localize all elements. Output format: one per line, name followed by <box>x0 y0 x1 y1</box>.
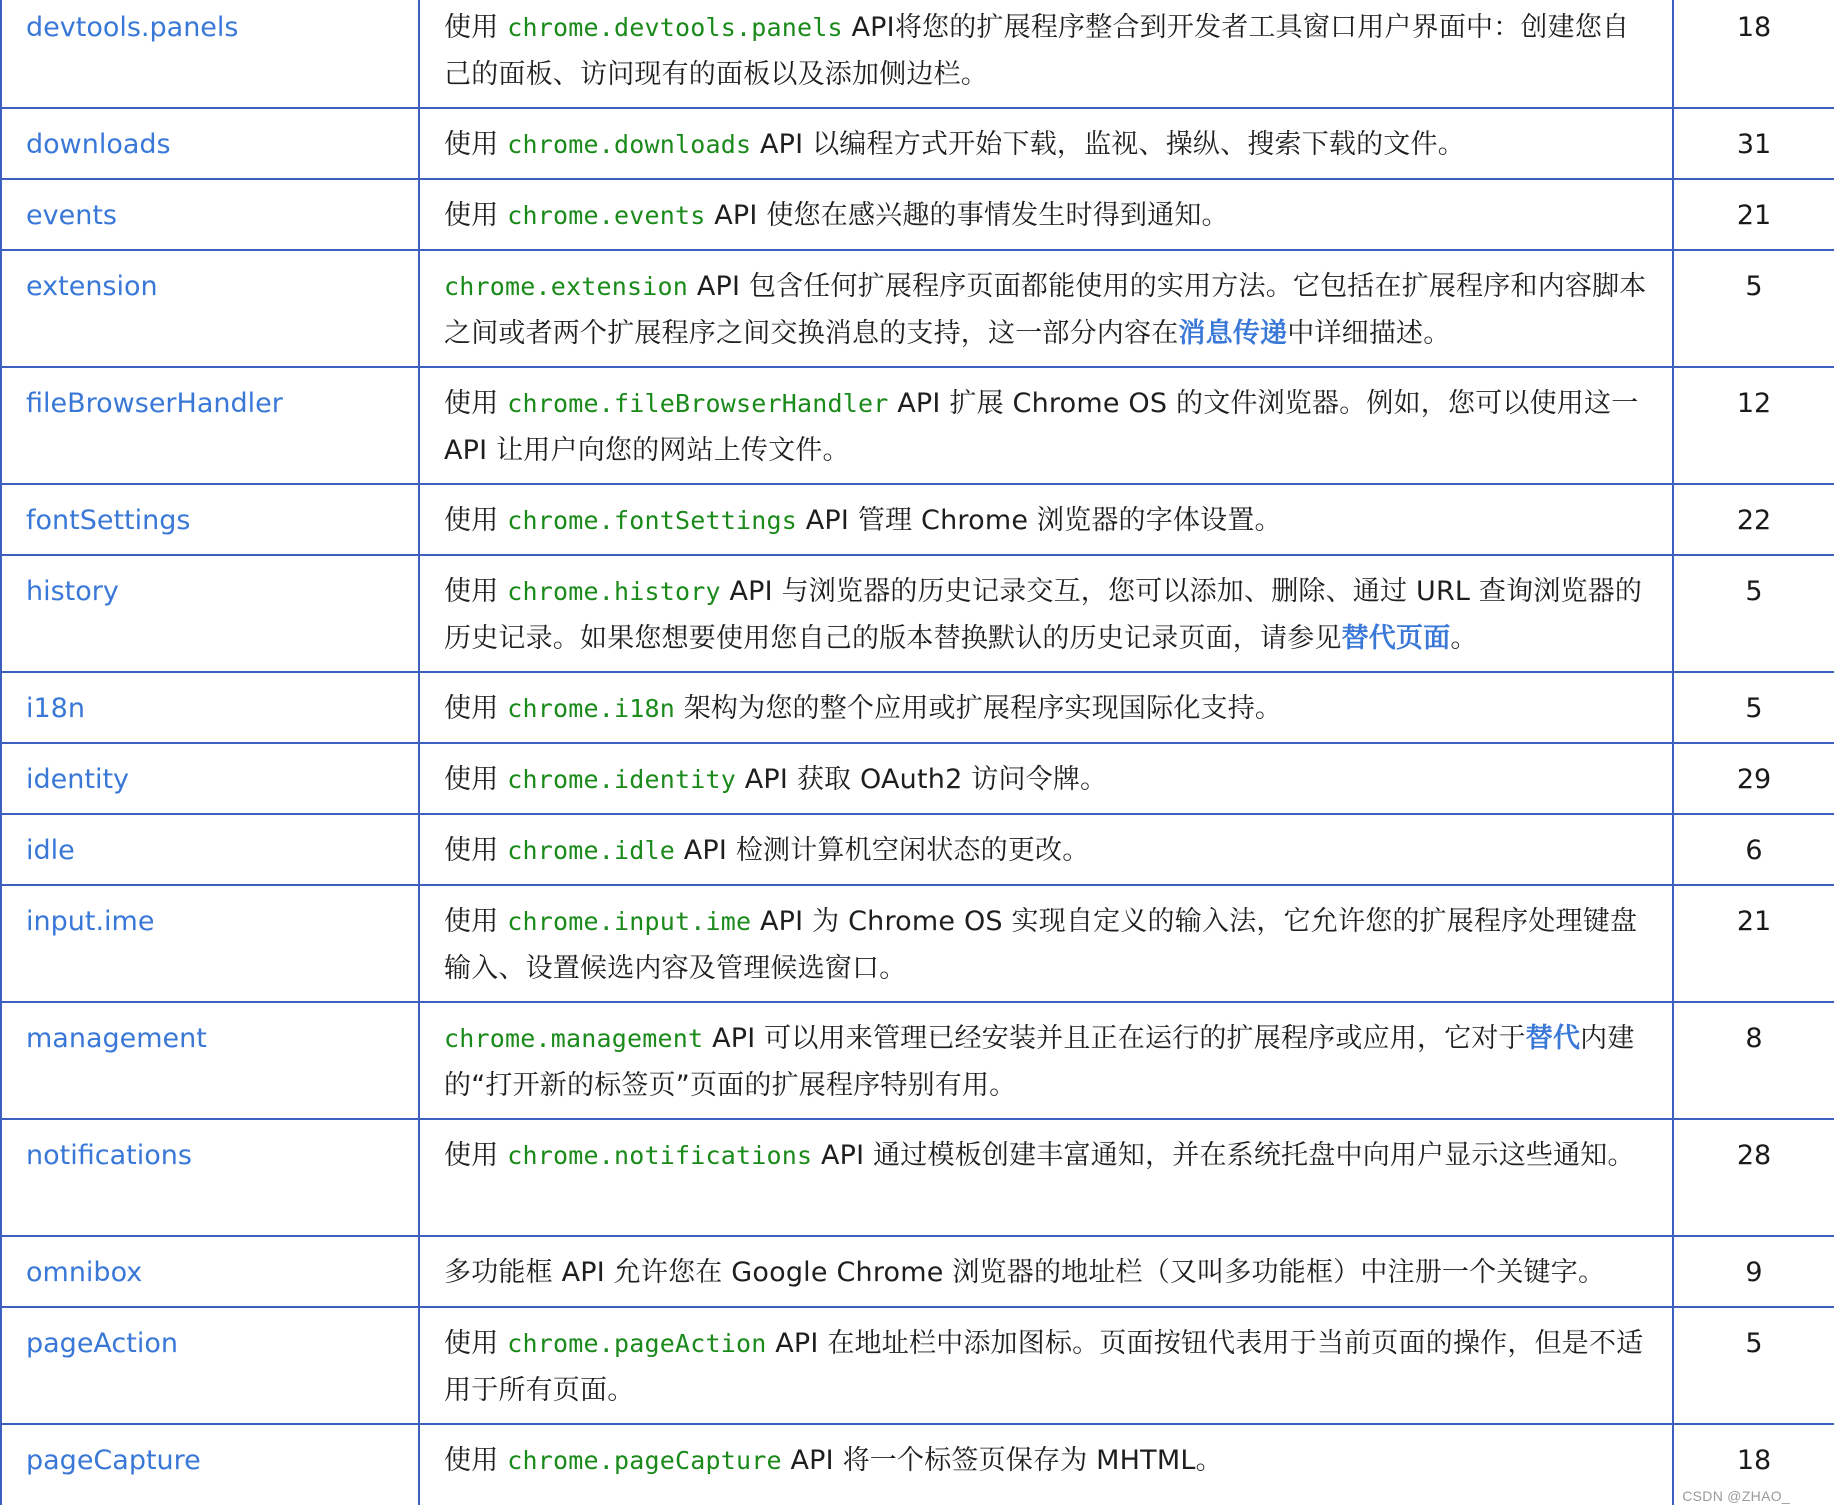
api-namespace-code: chrome.input.ime <box>507 907 752 936</box>
api-description-cell <box>419 555 1673 672</box>
api-description <box>420 886 1672 992</box>
api-name-link[interactable]: history <box>26 576 119 607</box>
table-row <box>1 885 1834 1002</box>
description-text: 使用 <box>444 906 508 937</box>
table-row <box>1 367 1834 484</box>
api-version-cell <box>1673 367 1834 484</box>
api-namespace-code: chrome.pageCapture <box>507 1446 782 1475</box>
api-description <box>420 556 1672 662</box>
api-description <box>420 1425 1672 1484</box>
api-version: 31 <box>1736 129 1772 160</box>
table-row <box>1 743 1834 814</box>
api-version: 5 <box>1745 271 1763 302</box>
api-namespace-code: chrome.identity <box>507 765 736 794</box>
table-row <box>1 555 1834 672</box>
api-description-cell <box>419 0 1673 108</box>
api-description <box>420 1308 1672 1414</box>
api-name-link[interactable]: extension <box>26 271 158 302</box>
api-description <box>420 1120 1672 1179</box>
table-row <box>1 1424 1834 1505</box>
api-version: 28 <box>1736 1140 1772 1171</box>
api-name-link[interactable]: i18n <box>26 693 85 724</box>
api-version-cell <box>1673 672 1834 743</box>
api-namespace-code: chrome.fileBrowserHandler <box>507 389 889 418</box>
api-version: 5 <box>1745 693 1763 724</box>
table-row <box>1 1002 1834 1119</box>
api-description <box>420 1003 1672 1109</box>
api-version-cell <box>1673 484 1834 555</box>
api-name-wrapper <box>2 485 418 544</box>
api-description-cell <box>419 814 1673 885</box>
api-name-cell <box>1 179 419 250</box>
api-name-wrapper <box>2 0 418 51</box>
api-version: 21 <box>1736 906 1772 937</box>
table-row <box>1 0 1834 108</box>
api-namespace-code: chrome.idle <box>507 836 675 865</box>
api-name-cell <box>1 250 419 367</box>
api-name-link[interactable]: downloads <box>26 129 171 160</box>
description-text: 中详细描述。 <box>1287 318 1451 349</box>
api-name-link[interactable]: pageCapture <box>26 1445 201 1476</box>
description-text: API 以编程方式开始下载，监视、操纵、搜索下载的文件。 <box>751 129 1465 160</box>
api-version-cell <box>1673 1119 1834 1236</box>
table-row <box>1 179 1834 250</box>
api-description-cell <box>419 250 1673 367</box>
api-version: 5 <box>1745 576 1763 607</box>
api-name-wrapper <box>2 1003 418 1062</box>
api-description <box>420 744 1672 803</box>
api-name-link[interactable]: management <box>26 1023 207 1054</box>
table-row <box>1 1236 1834 1307</box>
description-text: 使用 <box>444 835 508 866</box>
api-name-cell <box>1 1119 419 1236</box>
description-text: 多功能框 API 允许您在 Google Chrome 浏览器的地址栏（又叫多功能框）中注册一个关键字。 <box>444 1257 1606 1288</box>
table-row <box>1 1119 1834 1236</box>
api-name-wrapper <box>2 815 418 874</box>
api-description-cell <box>419 1236 1673 1307</box>
description-link[interactable]: 替代页面 <box>1341 623 1451 654</box>
description-text: API 使您在感兴趣的事情发生时得到通知。 <box>705 200 1229 231</box>
api-version-cell <box>1673 743 1834 814</box>
api-name-link[interactable]: notifications <box>26 1140 192 1171</box>
api-description <box>420 0 1672 98</box>
api-namespace-code: chrome.i18n <box>507 694 675 723</box>
api-version: 22 <box>1736 505 1772 536</box>
api-name-cell <box>1 484 419 555</box>
description-text: 使用 <box>444 1445 508 1476</box>
api-description <box>420 180 1672 239</box>
api-version-cell <box>1673 250 1834 367</box>
watermark-text: CSDN @ZHAO_ <box>1682 1488 1790 1504</box>
api-version-cell <box>1673 1002 1834 1119</box>
api-namespace-code: chrome.extension <box>444 272 689 301</box>
table-row <box>1 108 1834 179</box>
api-description-cell <box>419 1307 1673 1424</box>
api-version-cell <box>1673 179 1834 250</box>
description-text: 使用 <box>444 388 508 419</box>
api-name-wrapper <box>2 1237 418 1296</box>
api-name-cell <box>1 0 419 108</box>
api-description-cell <box>419 1002 1673 1119</box>
api-description-cell <box>419 108 1673 179</box>
description-text: 使用 <box>444 1140 508 1171</box>
description-text: 。 <box>1450 623 1478 654</box>
api-version-cell <box>1673 1307 1834 1424</box>
description-text: 使用 <box>444 12 508 43</box>
description-text: API 管理 Chrome 浏览器的字体设置。 <box>796 505 1282 536</box>
description-text: API 与浏览器的历史记录交互，您可以添加、删除、通过 URL 查询浏览器的历史记录。如果您想要使用您自己的版本替换默认的历史记录页面，请参见 <box>444 576 1643 654</box>
api-description <box>420 815 1672 874</box>
description-text: 使用 <box>444 1328 508 1359</box>
api-name-link[interactable]: identity <box>26 764 130 795</box>
api-version: 8 <box>1745 1023 1763 1054</box>
api-name-wrapper <box>2 1308 418 1367</box>
description-text: API 将一个标签页保存为 MHTML。 <box>781 1445 1223 1476</box>
api-description <box>420 673 1672 732</box>
table-row <box>1 672 1834 743</box>
api-name-wrapper <box>2 368 418 427</box>
description-text: 使用 <box>444 764 508 795</box>
api-version-cell <box>1673 555 1834 672</box>
api-name-cell <box>1 672 419 743</box>
description-link[interactable]: 替代 <box>1525 1023 1581 1054</box>
api-version: 12 <box>1736 388 1772 419</box>
api-name-cell <box>1 1307 419 1424</box>
api-name-cell <box>1 885 419 1002</box>
api-version-cell <box>1673 1236 1834 1307</box>
api-name-link[interactable]: idle <box>26 835 75 866</box>
description-text: API 包含任何扩展程序页面都能使用的实用方法。它包括在扩展程序和内容脚本之间或者两个扩展程序之间交换消息的支持，这一部分内容在 <box>444 271 1647 349</box>
api-name-link[interactable]: fontSettings <box>26 505 191 536</box>
api-name-wrapper <box>2 251 418 310</box>
api-version: 6 <box>1745 835 1763 866</box>
api-name-wrapper <box>2 109 418 168</box>
api-name-cell <box>1 814 419 885</box>
description-text: API 在地址栏中添加图标。页面按钮代表用于当前页面的操作，但是不适用于所有页面。 <box>444 1328 1644 1406</box>
api-name-link[interactable]: pageAction <box>26 1328 178 1359</box>
api-description-cell <box>419 1119 1673 1236</box>
api-description <box>420 1237 1672 1296</box>
api-version: 5 <box>1745 1328 1763 1359</box>
api-version: 18 <box>1736 1445 1772 1476</box>
description-text: 内建的“打开新的标签页”页面的扩展程序特别有用。 <box>444 1023 1635 1101</box>
api-name-cell <box>1 743 419 814</box>
api-name-wrapper <box>2 673 418 732</box>
api-name-link[interactable]: events <box>26 200 117 231</box>
api-name-wrapper <box>2 556 418 615</box>
description-text: API将您的扩展程序整合到开发者工具窗口用户界面中：创建您自己的面板、访问现有的面板以及添加侧边栏。 <box>444 12 1630 90</box>
api-description <box>420 485 1672 544</box>
api-namespace-code: chrome.downloads <box>507 130 752 159</box>
api-description-cell <box>419 885 1673 1002</box>
api-name-cell <box>1 367 419 484</box>
api-name-wrapper <box>2 886 418 945</box>
description-text: 使用 <box>444 129 508 160</box>
api-description-cell <box>419 179 1673 250</box>
api-description-cell <box>419 743 1673 814</box>
api-table-body <box>1 0 1834 1505</box>
api-version: 29 <box>1736 764 1772 795</box>
description-link[interactable]: 消息传递 <box>1178 318 1288 349</box>
api-version-cell <box>1673 0 1834 108</box>
table-row <box>1 484 1834 555</box>
api-description <box>420 251 1672 357</box>
api-name-cell <box>1 555 419 672</box>
api-name-link[interactable]: devtools.panels <box>26 12 239 43</box>
description-text: 使用 <box>444 505 508 536</box>
api-namespace-code: chrome.management <box>444 1024 704 1053</box>
api-description-cell <box>419 1424 1673 1505</box>
api-namespace-code: chrome.events <box>507 201 706 230</box>
description-text: 架构为您的整个应用或扩展程序实现国际化支持。 <box>674 693 1283 724</box>
table-row <box>1 250 1834 367</box>
api-name-link[interactable]: fileBrowserHandler <box>26 388 283 419</box>
api-name-wrapper <box>2 1120 418 1179</box>
description-text: API 扩展 Chrome OS 的文件浏览器。例如，您可以使用这一 API 让用户向您的网站上传文件。 <box>444 388 1639 466</box>
api-version: 9 <box>1745 1257 1763 1288</box>
description-text: API 检测计算机空闲状态的更改。 <box>674 835 1090 866</box>
api-description-cell <box>419 484 1673 555</box>
description-text: API 获取 OAuth2 访问令牌。 <box>735 764 1108 795</box>
api-version: 18 <box>1736 12 1772 43</box>
api-name-link[interactable]: omnibox <box>26 1257 143 1288</box>
api-namespace-code: chrome.devtools.panels <box>507 13 843 42</box>
api-version-cell <box>1673 885 1834 1002</box>
api-name-link[interactable]: input.ime <box>26 906 155 937</box>
description-text: API 为 Chrome OS 实现自定义的输入法，它允许您的扩展程序处理键盘输入、设置候选内容及管理候选窗口。 <box>444 906 1638 984</box>
api-name-cell <box>1 108 419 179</box>
api-version-cell <box>1673 108 1834 179</box>
api-description-cell <box>419 367 1673 484</box>
api-namespace-code: chrome.pageAction <box>507 1329 767 1358</box>
description-text: 使用 <box>444 576 508 607</box>
api-name-wrapper <box>2 744 418 803</box>
api-version-cell <box>1673 814 1834 885</box>
api-name-wrapper <box>2 180 418 239</box>
api-version: 21 <box>1736 200 1772 231</box>
api-namespace-code: chrome.history <box>507 577 721 606</box>
api-name-wrapper <box>2 1425 418 1484</box>
description-text: 使用 <box>444 200 508 231</box>
api-namespace-code: chrome.fontSettings <box>507 506 797 535</box>
api-description <box>420 109 1672 168</box>
table-row <box>1 1307 1834 1424</box>
api-name-cell <box>1 1236 419 1307</box>
description-text: API 通过模板创建丰富通知，并在系统托盘中向用户显示这些通知。 <box>812 1140 1635 1171</box>
table-row <box>1 814 1834 885</box>
description-text: API 可以用来管理已经安装并且正在运行的扩展程序或应用，它对于 <box>703 1023 1526 1054</box>
api-name-cell <box>1 1002 419 1119</box>
description-text: 使用 <box>444 693 508 724</box>
api-description-cell <box>419 672 1673 743</box>
api-name-cell <box>1 1424 419 1505</box>
api-description <box>420 368 1672 474</box>
api-namespace-code: chrome.notifications <box>507 1141 813 1170</box>
